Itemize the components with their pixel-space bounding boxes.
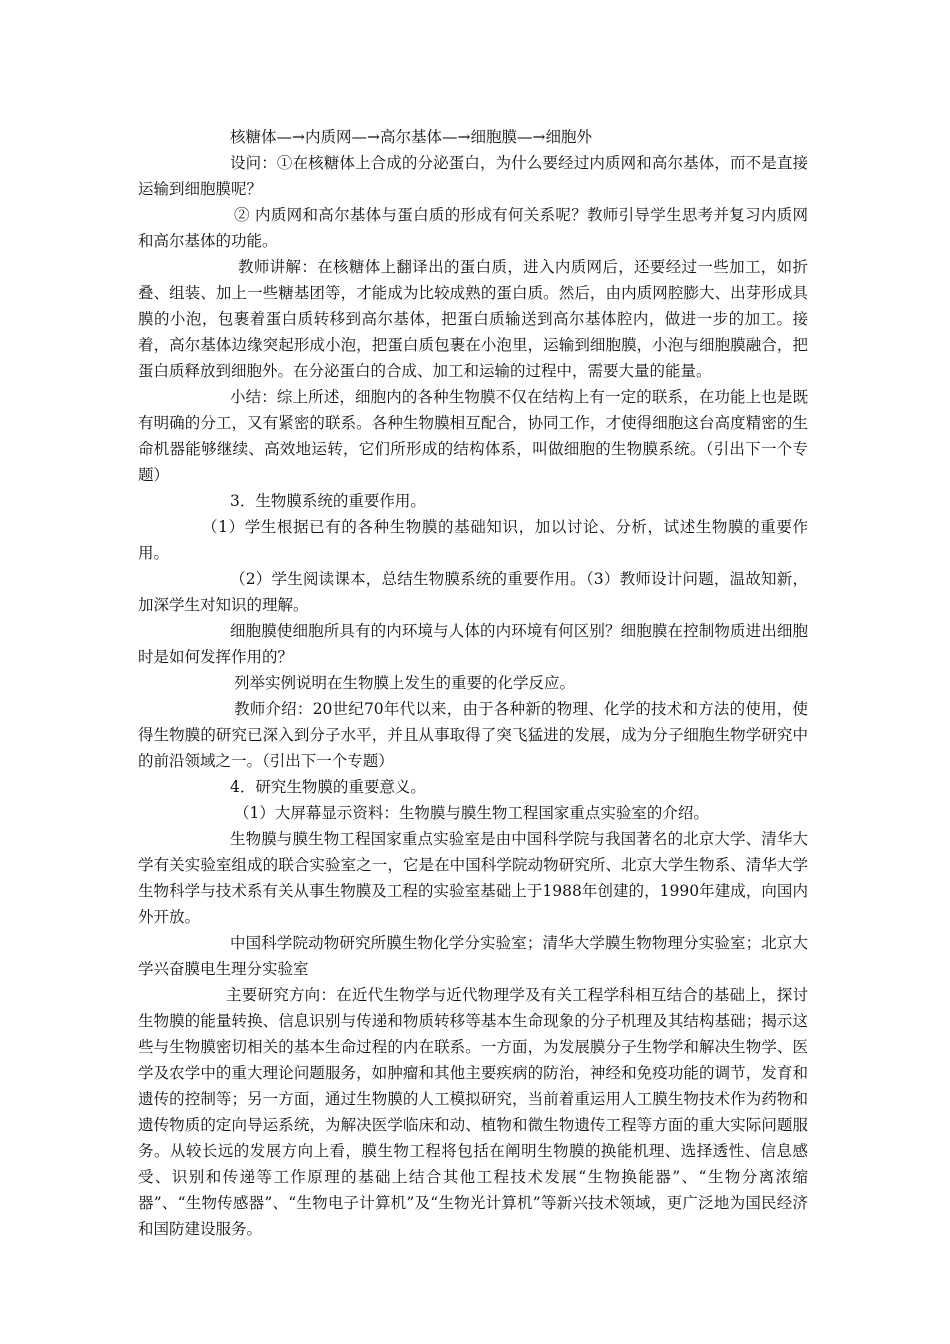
lab-intro-paragraph: 生物膜与膜生物工程国家重点实验室是由中国科学院与我国著名的北京大学、清华大学有关实验室组成的联合实验室之一，它是在中国科学院动物研究所、北京大学生物系、清华大学生物科学与技术系有关从事生物膜及工程的实验室基础上于1988年创建的，1990年建成，向国内外开放。 [138, 830, 808, 926]
list-item-1: （1）学生根据已有的各种生物膜的基础知识，加以讨论、分析，试述生物膜的重要作用。 [138, 518, 808, 562]
lab-branches-paragraph: 中国科学院动物研究所膜生物化学分实验室；清华大学膜生物物理分实验室；北京大学兴奋膜电生理分实验室 [138, 934, 808, 978]
teacher-explanation-paragraph: 教师讲解：在核糖体上翻译出的蛋白质，进入内质网后，还要经过一些加工，如折叠、组装、加上一些糖基团等，才能成为比较成熟的蛋白质。然后，由内质网腔膨大、出芽形成具膜的小泡，包裹着蛋白质转移到高尔基体，把蛋白质输送到高尔基体腔内，做进一步的加工。接着，高尔基体边缘突起形成小泡，把蛋白质包裹在小泡里，运输到细胞膜，小泡与细胞膜融合，把蛋白质释放到细胞外。在分泌蛋白的合成、加工和运输的过程中，需要大量的能量。 [138, 258, 808, 380]
question-paragraph: 设问：①在核糖体上合成的分泌蛋白，为什么要经过内质网和高尔基体，而不是直接运输到细胞膜呢？ [138, 154, 808, 198]
section-heading-4: 4．研究生物膜的重要意义。 [230, 778, 426, 796]
document-body [138, 124, 808, 1242]
teacher-intro-paragraph: 教师介绍：20世纪70年代以来，由于各种新的物理、化学的技术和方法的使用，使得生物膜的研究已深入到分子水平，并且从事取得了突飞猛进的发展，成为分子细胞生物学研究中的前沿领域之一。（引出下一个专题） [138, 700, 808, 770]
example-prompt-paragraph: 列举实例说明在生物膜上发生的重要的化学反应。 [234, 674, 576, 692]
pathway-line: 核糖体—→内质网—→高尔基体—→细胞膜—→细胞外 [230, 128, 592, 146]
screen-material-paragraph: （1）大屏幕显示资料：生物膜与膜生物工程国家重点实验室的介绍。 [234, 804, 709, 822]
question-2-paragraph: ② 内质网和高尔基体与蛋白质的形成有何关系呢？教师引导学生思考并复习内质网和高尔基体的功能。 [138, 206, 808, 250]
section-heading-3: 3．生物膜系统的重要作用。 [230, 492, 426, 510]
question-membrane-paragraph: 细胞膜使细胞所具有的内环境与人体的内环境有何区别？细胞膜在控制物质进出细胞时是如何发挥作用的？ [138, 622, 808, 666]
list-item-2-3: （2）学生阅读课本，总结生物膜系统的重要作用。（3）教师设计问题，温故知新，加深学生对知识的理解。 [138, 570, 808, 614]
summary-paragraph: 小结：综上所述，细胞内的各种生物膜不仅在结构上有一定的联系，在功能上也是既有明确的分工，又有紧密的联系。各种生物膜相互配合，协同工作，才使得细胞这台高度精密的生命机器能够继续、高效地运转，它们所形成的结构体系，叫做细胞的生物膜系统。（引出下一个专题） [138, 388, 808, 484]
research-direction-paragraph: 主要研究方向：在近代生物学与近代物理学及有关工程学科相互结合的基础上，探讨生物膜的能量转换、信息识别与传递和物质转移等基本生命现象的分子机理及其结构基础；揭示这些与生物膜密切相关的基本生命过程的内在联系。一方面，为发展膜分子生物学和解决生物学、医学及农学中的重大理论问题服务，如肿瘤和其他主要疾病的防治，神经和免疫功能的调节，发育和遗传的控制等；另一方面，通过生物膜的人工模拟研究，当前着重运用人工膜生物技术作为药物和遗传物质的定向导运系统，为解决医学临床和动、植物和微生物遗传工程等方面的重大实际问题服务。从较长远的发展方向上看，膜生物工程将包括在阐明生物膜的换能机理、选择透性、信息感受、识别和传递等工作原理的基础上结合其他工程技术发展“生物换能器”、“生物分离浓缩器”、“生物传感器”、“生物电子计算机”及“生物光计算机”等新兴技术领域，更广泛地为国民经济和国防建设服务。 [138, 986, 808, 1238]
